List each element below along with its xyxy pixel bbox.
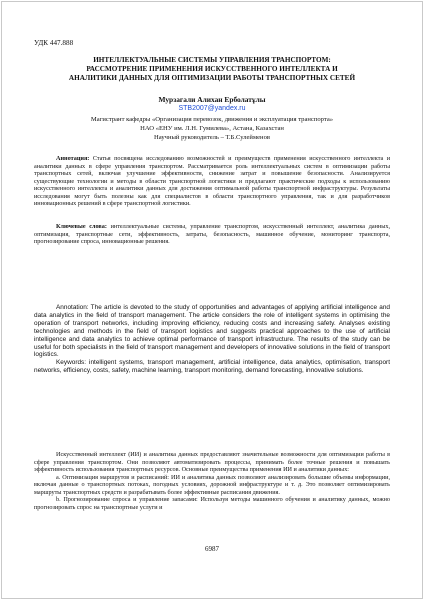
body-paragraph: Искусственный интеллект (ИИ) и аналитика данных предоставляют значительные возможности для оптимизации работы в сфере управления транспортом. Они позволяют автоматизировать процессы, принимать более точные решения и повышать эффективность использования транспортных ресурсов. Основные преимущества применения ИИ и аналитики данных:: [34, 451, 390, 474]
annotation-label: Аннотация:: [56, 155, 90, 162]
body-paragraph: b. Прогнозирование спроса и управление запасами: Используя методы машинного обучения и аналитику данных, можно прогнозировать спрос на транспортные услуги и: [34, 496, 390, 511]
author-name: Мурзагали Алихан Ерболатұлы: [158, 95, 266, 104]
keywords-en: Keywords: intelligent systems, transport management, artificial intelligence, data analytics, optimisation, transport networks, efficiency, costs, safety, machine learning, transport monitoring, demand forecasting, innovative solutions.: [34, 359, 390, 375]
abstract-en-text: Annotation: The article is devoted to the study of opportunities and advantages of applying artificial intelligence and data analytics in the field of transport management. The article considers the role of intelligent systems in optimising the operation of transport networks, including improving efficiency, reducing costs and increasing safety. Analyses existing technologies and methods in the field of transport logistics and suggests practical approaches to the use of artificial intelligence and data analytics to achieve optimal performance of transport infrastructure. The results of the study can be useful for both specialists in the field of transport management and developers of innovative solutions in the field of transport logistics.: [34, 304, 390, 359]
annotation-ru: [34, 155, 390, 208]
affiliation-supervisor: Научный руководитель – Т.Б.Сулейменов: [153, 134, 270, 141]
abstract-en: [34, 304, 390, 375]
paper-title: [40, 56, 384, 82]
body-paragraph: a. Оптимизация маршрутов и расписаний: ИИ и аналитика данных позволяют анализировать большие объемы информации, включая данные о транспортных потоках, погодных условиях, дорожной инфраструктуре и т. д. Это позволяет оптимизировать маршруты транспортных средств и разрабатывать более эффективные расписания движения.: [34, 473, 390, 496]
author-email-link[interactable]: STB2007@yandex.ru: [178, 105, 246, 112]
page-number: 6987: [205, 545, 219, 553]
keywords-text: интеллектуальные системы, управление транспортом, искусственный интеллект, аналитика данных, оптимизация, транспортные сети, эффективность, затраты, безопасность, машинное обучение, мониторинг транспорта, прогнозирование спроса, инновационные решения.: [34, 223, 391, 246]
keywords-label: Ключевые слова:: [56, 223, 107, 230]
udk-code: УДК 447.888: [34, 39, 74, 47]
annotation-text: Статья посвящена исследованию возможностей и преимуществ применения искусственного интеллекта и аналитики данных в сфере управления транспортом. Рассматривается роль интеллектуальных систем в оптимизации работы транспортных сетей, включая улучшение эффективности, снижение затрат и повышение безопасности. Анализируется существующие технологии и методы в области транспортной логистики и предлагают практические подходы к использованию искусственного интеллекта и аналитики данных для достижения оптимальной работы транспортной инфраструктуры. Результаты исследования могут быть полезны как для специалистов в области транспортного управления, так и для разработчиков инновационных решений в сфере транспортной логистики.: [34, 155, 391, 208]
title-line: АНАЛИТИКИ ДАННЫХ ДЛЯ ОПТИМИЗАЦИИ РАБОТЫ ТРАНСПОРТНЫХ СЕТЕЙ: [68, 73, 356, 82]
title-line: ИНТЕЛЛЕКТУАЛЬНЫЕ СИСТЕМЫ УПРАВЛЕНИЯ ТРАНСПОРТОМ:: [93, 56, 331, 64]
affiliation-department: Магистрант кафедры «Организация перевозок, движения и эксплуатация транспорта»: [90, 116, 334, 123]
title-line: РАССМОТРЕНИЕ ПРИМЕНЕНИЯ ИСКУССТВЕННОГО ИНТЕЛЛЕКТА И: [86, 64, 338, 73]
keywords-ru: [34, 223, 390, 246]
body-text: [34, 451, 390, 511]
affiliation-university: НАО «ЕНУ им. Л.Н. Гумилева», Астана, Казахстан: [140, 125, 284, 132]
